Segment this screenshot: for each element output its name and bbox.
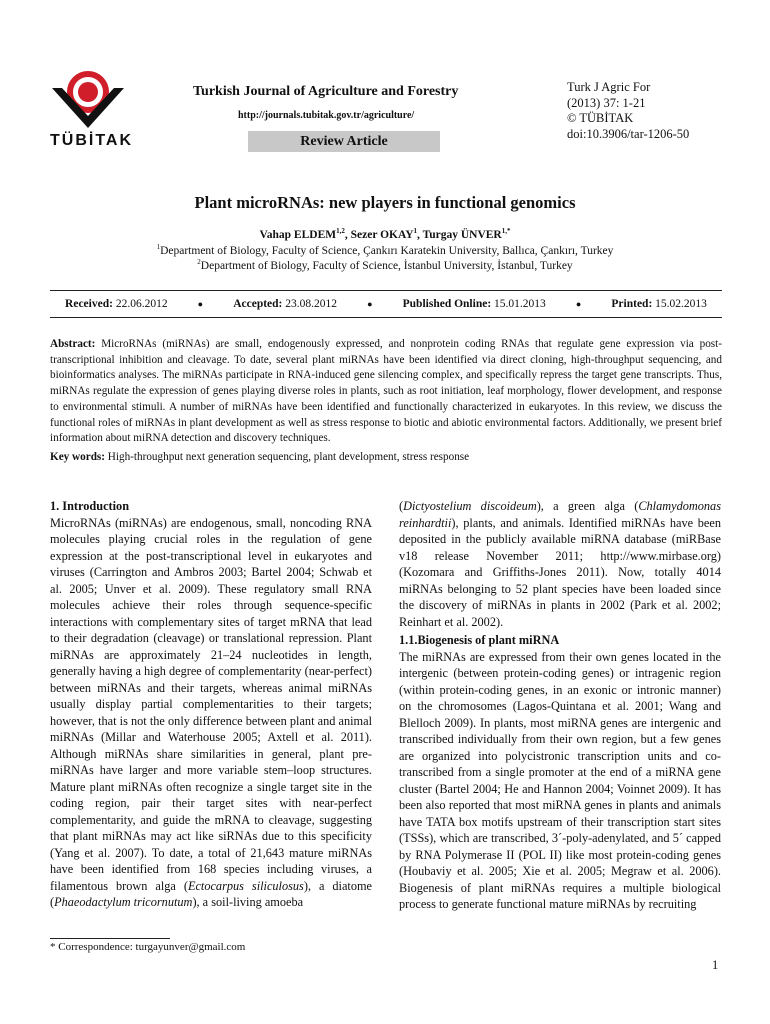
body-text: ), a green alga ( bbox=[536, 499, 639, 513]
date-item bbox=[403, 298, 546, 310]
keywords-label: Key words: bbox=[50, 451, 105, 463]
author-affil-mark: 1,2 bbox=[336, 227, 345, 235]
species-name: Ectocarpus siliculosus bbox=[187, 878, 304, 893]
affiliation bbox=[0, 243, 770, 257]
meta-line: (2013) 37: 1-21 bbox=[567, 95, 646, 110]
date-label: Received: bbox=[65, 298, 113, 310]
body-paragraph bbox=[399, 498, 721, 630]
author-name: Sezer OKAY bbox=[350, 228, 414, 241]
body-text: ( bbox=[399, 499, 404, 513]
logo-text: TÜBİTAK bbox=[50, 132, 134, 149]
date-item bbox=[65, 298, 168, 310]
species-name: Phaeodactylum tricornutum bbox=[54, 895, 193, 909]
author-name: Vahap ELDEM bbox=[259, 228, 337, 241]
subsection-heading: 1.1.Biogenesis of plant miRNA bbox=[399, 633, 560, 647]
bullet-icon: ● bbox=[197, 299, 204, 309]
body-text: ), a diatome ( bbox=[50, 878, 373, 909]
paper-title: Plant microRNAs: new players in functional genomics bbox=[194, 193, 576, 212]
date-value: 22.06.2012 bbox=[115, 298, 168, 310]
divider bbox=[50, 290, 722, 291]
affil-text: Department of Biology, Faculty of Science, Çankırı Karatekin University, Ballıca, Çankırı, Turkey bbox=[160, 244, 614, 257]
date-label: Accepted: bbox=[233, 298, 283, 310]
correspondence-footnote: * Correspondence: turgayunver@gmail.com bbox=[50, 941, 246, 953]
bullet-icon: ● bbox=[367, 299, 373, 309]
affiliation bbox=[0, 258, 770, 272]
journal-url[interactable]: http://journals.tubitak.gov.tr/agriculture/ bbox=[238, 110, 415, 121]
author-sep: , bbox=[344, 228, 351, 241]
article-type-badge: Review Article bbox=[248, 131, 440, 152]
page-number: 1 bbox=[712, 958, 719, 972]
affil-mark: 2 bbox=[197, 258, 201, 266]
body-paragraph bbox=[50, 515, 372, 911]
date-item bbox=[611, 298, 707, 310]
date-value: 23.08.2012 bbox=[285, 298, 338, 310]
date-label: Published Online: bbox=[402, 298, 492, 310]
meta-line: Turk J Agric For bbox=[567, 80, 651, 94]
dates-bar bbox=[50, 298, 722, 310]
abstract-text: MicroRNAs (miRNAs) are small, endogenously expressed, and nonprotein coding RNAs that regulate gene expression via post-transcriptional inhibition and cleavage. To date, several plant miRNAs have been identified via direct cloning, high-throughput sequencing, and bioinformatics analyses. The miRNAs participate in RNA-induced gene silencing complex, and specifically repress the target gene transcripts. Thus, miRNAs regulate the expression of genes playing diverse roles in plants, such as root initiation, leaf morphology, flower development, and response to environmental stimuli. A number of miRNAs have been identified and functionally characterized in eukaryotes. In this review, we discuss the functional roles of miRNAs in plant development as well as stress response to biotic and abiotic environmental factors. Additionally, we present brief information about miRNA detection and discovery techniques. bbox=[50, 338, 722, 445]
keywords bbox=[50, 451, 722, 463]
species-name: Chlamydomonas reinhardtii bbox=[399, 499, 721, 530]
journal-title: Turkish Journal of Agriculture and Forestry bbox=[193, 84, 459, 99]
body-paragraph: The miRNAs are expressed from their own genes located in the intergenic (between protein-coding genes) or intragenic region (within protein-coding genes, in an exonic or intronic manner) on the chromosomes (Lagos-Quintana et al. 2001; Wang and Blelloch 2009). In plants, most miRNA genes are intergenic and transcribed individually from their own region, but a few genes are organized into polycistronic transcription units and co-transcribed from a single promoter at the end of a miRNA gene cluster (Bartel 2004; He and Hannon 2004; Voinnet 2009). It has been also reported that most miRNA genes in plants and animals have TATA box motifs upstream of their transcription start sites (TSSs), which are transcribed, 3´-poly-adenylated, and 5´ capped by RNA Polymerase II (POL II) like most protein-coding genes (Houbaviy et al. 2005; Xie et al. 2005; Megraw et al. 2006). Biogenesis of plant miRNAs requires a multiple biological process to generate functional mature miRNAs by recruiting bbox=[399, 649, 721, 911]
date-value: 15.02.2013 bbox=[655, 298, 707, 310]
author-list bbox=[0, 227, 770, 241]
citation-meta bbox=[567, 80, 689, 143]
author-sep: , bbox=[417, 228, 423, 241]
body-column-right bbox=[399, 498, 721, 913]
affil-mark: 1 bbox=[156, 243, 161, 251]
body-text: ), plants, and animals. Identified miRNAs have been deposited in the publicly available miRNA database (miRBase v18 release November 2011; http://www.mirbase.org) (Kozomara and Griffiths-Jones 2011). Now, totally 4014 miRNAs belonging to 52 plant species have been loaded since the discovery of miRNAs in plants in 2002 (Park et al. 2002; Reinhart et al. 2002). bbox=[399, 515, 721, 629]
species-name: Dictyostelium discoideum bbox=[403, 499, 537, 513]
meta-line: © TÜBİTAK bbox=[567, 111, 634, 126]
date-value: 15.01.2013 bbox=[494, 298, 546, 310]
meta-line: doi:10.3906/tar-1206-50 bbox=[567, 127, 690, 142]
divider bbox=[50, 317, 722, 318]
footnote-divider bbox=[50, 938, 170, 939]
abstract bbox=[50, 337, 722, 447]
body-text: ), a soil-living amoeba bbox=[192, 895, 304, 909]
abstract-label: Abstract: bbox=[50, 338, 96, 350]
body-text: MicroRNAs (miRNAs) are endogenous, small, noncoding RNA molecules playing crucial roles in the regulation of gene expression at the post-transcriptional level in eukaryotes and viruses (Carrington and Ambros 2003; Bartel 2004; Schwab et al. 2005; Unver et al. 2009). These regulatory small RNA molecules achieve their roles through sequence-specific interactions with complementary sites of target mRNA that lead to their degradation (cleavage) or translational repression. Plant miRNAs are approximately 21–24 nucleotides in length, generally having a high degree of complementarity (near-perfect) between miRNAs and their targets, whereas animal miRNAs usually display partial complementarities to their targets; however, that is not the only difference between plant and animal miRNAs (Millar and Waterhouse 2005; Axtell et al. 2011). Although miRNAs share similarities in general, plant pre-miRNAs have larger and more variable stem–loop structures. Mature plant miRNAs often recognize a single target site in the coding region, pair their target sites with near-perfect complementarity, and guide the mRNA to cleavage, suggesting that plant miRNAs may act like siRNAs due to this specificity (Yang et al. 2007). To date, a total of 21,643 mature miRNAs have been identified from 168 species including viruses, a filamentous brown alga ( bbox=[50, 515, 372, 893]
keywords-text: High-throughput next generation sequencing, plant development, stress response bbox=[107, 451, 470, 463]
author-affil-mark: 1,* bbox=[501, 227, 511, 235]
author-affil-mark: 1 bbox=[413, 227, 418, 235]
affil-text: Department of Biology, Faculty of Science, İstanbul University, İstanbul, Turkey bbox=[200, 259, 573, 272]
bullet-icon: ● bbox=[575, 299, 582, 309]
date-label: Printed: bbox=[611, 298, 653, 310]
section-heading: 1. Introduction bbox=[50, 499, 130, 513]
date-item bbox=[233, 298, 337, 310]
author-name: Turgay ÜNVER bbox=[422, 228, 502, 241]
body-column-left bbox=[50, 498, 372, 911]
